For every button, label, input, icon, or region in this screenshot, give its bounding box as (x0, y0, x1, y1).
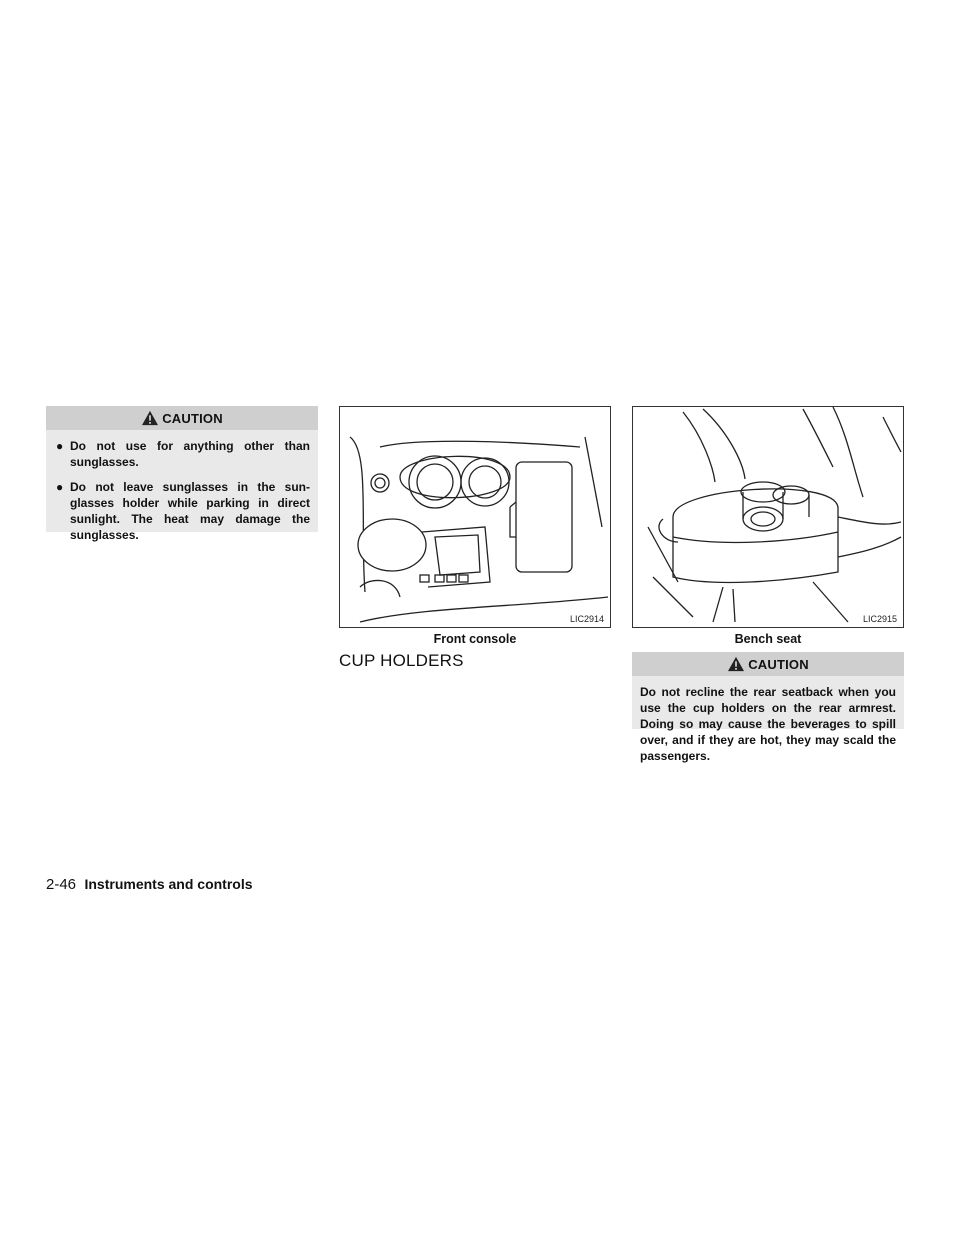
front-console-caption: Front console (433, 632, 517, 646)
figure-code: LIC2914 (569, 614, 604, 624)
caution-header (632, 652, 904, 676)
page-number: 2-46 (46, 876, 77, 893)
front-console-drawing (340, 407, 610, 627)
front-console-illustration (339, 406, 611, 628)
caution-header (46, 406, 318, 430)
caution-list (46, 430, 318, 562)
page-footer (46, 876, 253, 894)
warning-triangle-icon (141, 410, 159, 426)
chapter-name: Instruments and controls (84, 876, 253, 892)
caution-title: CAUTION (748, 656, 809, 672)
caution-item: ● Do not use for anything other than sunglasses. (56, 439, 310, 469)
warning-triangle-icon (727, 656, 745, 672)
cup-holder-caution-box (632, 652, 904, 763)
caution-text: Do not recline the rear seatback when you use the cup holders on the rear armrest. Doing so may cause the beverages to spill over, and if they are hot, they may scald the passengers. (640, 685, 896, 763)
figure-code: LIC2915 (862, 614, 897, 624)
sunglasses-caution-box (46, 406, 318, 542)
bench-seat-illustration (632, 406, 904, 628)
section-title: CUP HOLDERS (339, 651, 464, 670)
caution-item: ● Do not leave sunglasses in the sun-glasses holder while parking in direct sunlight. The heat may damage the sunglasses. (56, 480, 310, 542)
bench-seat-drawing (633, 407, 903, 627)
caution-title: CAUTION (162, 410, 223, 426)
bench-seat-caption: Bench seat (734, 632, 802, 646)
